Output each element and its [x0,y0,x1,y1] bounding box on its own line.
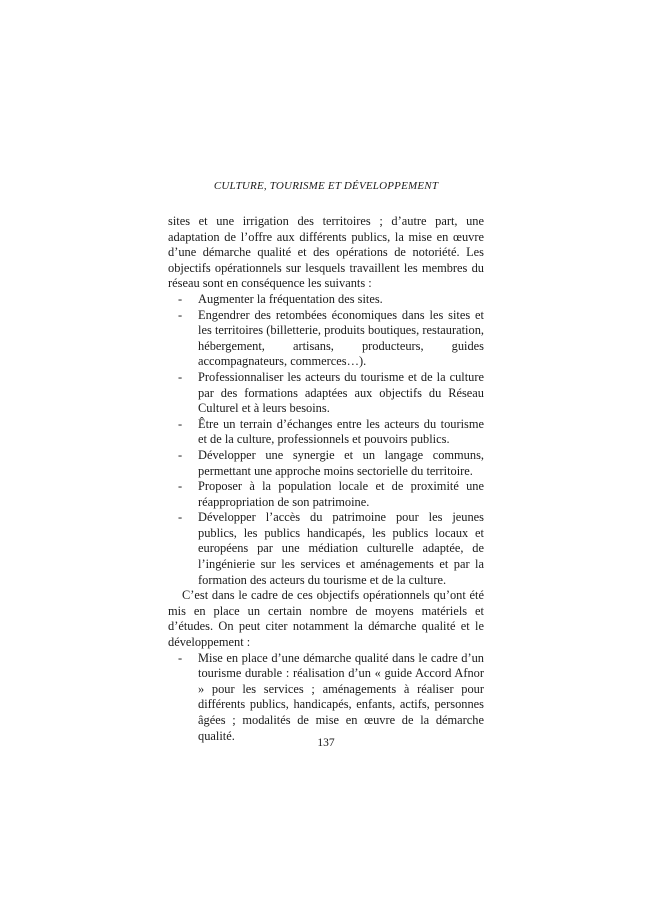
means-list [168,651,484,745]
list-item-text: Professionnaliser les acteurs du tourisme et de la culture par des formations adaptées aux objectifs du Réseau Culturel et à leurs besoins. [198,369,484,416]
list-item-text: Augmenter la fréquentation des sites. [198,291,383,306]
objectives-list [168,292,484,588]
list-item [168,370,484,417]
list-bullet: - [178,369,183,384]
list-item [168,417,484,448]
list-item [168,448,484,479]
list-bullet: - [178,416,183,431]
list-item [168,651,484,745]
body-text [168,214,484,744]
list-item [168,479,484,510]
list-bullet: - [178,291,183,306]
list-bullet: - [178,447,183,462]
list-item-text: Engendrer des retombées économiques dans les sites et les territoires (billetterie, produits boutiques, restauration, hébergement, artisans, producteurs, guides accompagnateurs, commerces…). [198,307,484,369]
list-item [168,292,484,308]
running-header: CULTURE, TOURISME ET DÉVELOPPEMENT [213,180,439,192]
page-number: 137 [317,737,335,749]
list-bullet: - [178,510,183,525]
list-item-text: Développer une synergie et un langage communs, permettant une approche moins sectorielle du territoire. [198,447,484,478]
list-bullet: - [178,307,183,322]
list-item-text: Être un terrain d’échanges entre les acteurs du tourisme et de la culture, professionnels et pouvoirs publics. [198,416,484,447]
list-item-text: Développer l’accès du patrimoine pour les jeunes publics, les publics handicapés, les publics locaux et européens par une médiation culturelle adaptée, de l’ingénierie sur les services et aménagements et par la formation des acteurs du tourisme et de la culture. [198,510,484,587]
list-bullet: - [178,650,183,665]
list-item-text: Proposer à la population locale et de proximité une réappropriation de son patrimoine. [198,479,484,509]
list-item [168,510,484,588]
second-paragraph: C’est dans le cadre de ces objectifs opérationnels qu’ont été mis en place un certain nombre de moyens matériels et d’études. On peut citer notamment la démarche qualité et le développement : [168,588,484,650]
intro-paragraph: sites et une irrigation des territoires ; d’autre part, une adaptation de l’offre aux différents publics, la mise en œuvre d’une démarche qualité et des opérations de notoriété. Les objectifs opérationnels sur lesquels travaillent les membres du réseau sont en conséquence les suivants : [168,214,484,291]
list-bullet: - [178,479,183,494]
list-item-text: Mise en place d’une démarche qualité dans le cadre d’un tourisme durable : réalisation d’un « guide Accord Afnor » pour les services ; aménagements à réaliser pour différents publics, handicapés, enfants, actifs, personnes âgées ; modalités de mise en œuvre de la démarche qualité. [198,650,484,743]
list-item [168,308,484,370]
